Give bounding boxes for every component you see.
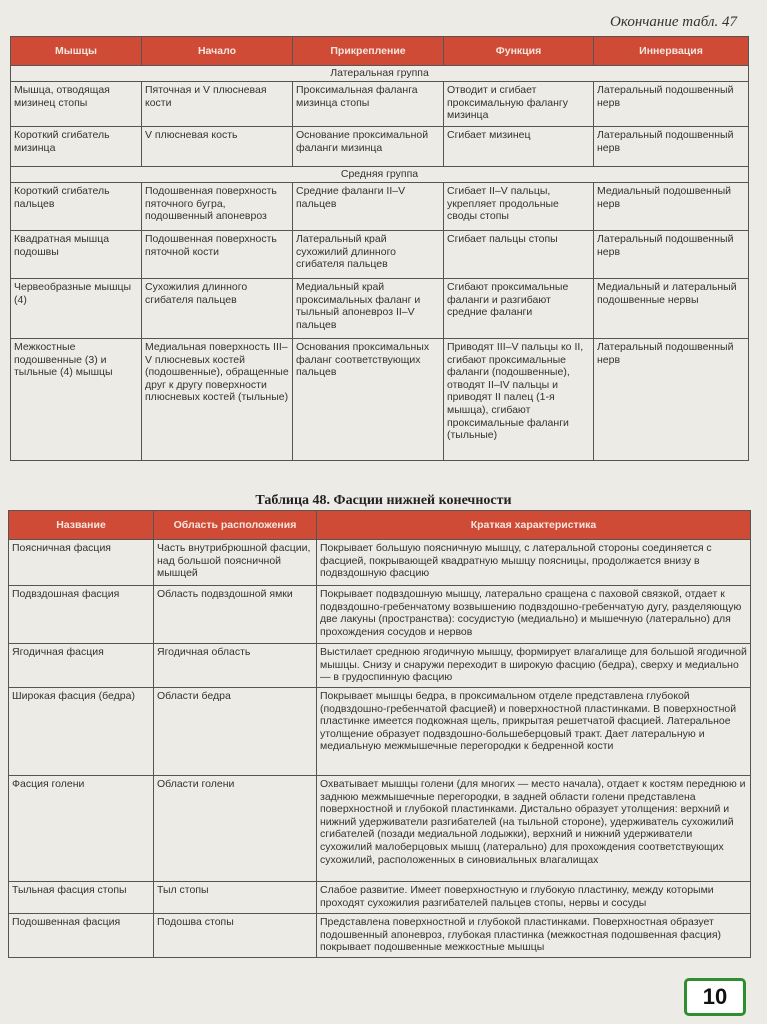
cell: Охватывает мышцы голени (для многих — место начала), отдает к костям переднюю и заднюю межмышечные перегородки, в задней области голени представлена поверхностной и глубокой пластинками. Дистально образует утолщения: верхний и нижний удерживатели разгибателей (на тыльной стороне), удерживатель сухожилий сгибателей (позади медиальной лодыжки), верхний и нижний удерживатели сухожилий малоберцовых мышц (латерально) для прохождения соответствующих сухожилий, расположенных в синовиальных влагалищах — [317, 776, 751, 882]
cell: Подвздошная фасция — [9, 586, 154, 644]
table-row — [11, 231, 749, 279]
cell: Медиальный и латеральный подошвенные нервы — [594, 279, 749, 339]
table-48 — [8, 510, 751, 958]
cell: Короткий сгибатель мизинца — [11, 127, 142, 167]
cell: Короткий сгибатель пальцев — [11, 183, 142, 231]
cell: Покрывает мышцы бедра, в проксимальном отделе представлена глубокой (подвздошно-гребенчатой фасцией) и поверхностной пластинками. В поверхностной пластинке имеется подкожная щель, прикрытая решетчатой фасцией. Латеральное утолщение образует подвздошно-большеберцовый тракт. Дает латеральную и медиальную межмышечные перегородки к бедренной кости — [317, 688, 751, 776]
cell: Квадратная мышца подошвы — [11, 231, 142, 279]
table-row — [11, 339, 749, 461]
table-48-title: Таблица 48. Фасции нижней конечности — [255, 493, 512, 508]
column-header: Иннервация — [594, 37, 749, 66]
cell: Сгибает пальцы стопы — [444, 231, 594, 279]
table-row — [11, 279, 749, 339]
cell: Латеральный край сухожилий длинного сгибателя пальцев — [293, 231, 444, 279]
cell: Межкостные подошвенные (3) и тыльные (4) мышцы — [11, 339, 142, 461]
group-row — [11, 167, 749, 183]
cell: Латеральный подошвенный нерв — [594, 127, 749, 167]
group-row — [11, 66, 749, 82]
cell: Латеральный подошвенный нерв — [594, 82, 749, 127]
column-header: Функция — [444, 37, 594, 66]
group-title: Латеральная группа — [11, 66, 749, 82]
group-title: Средняя группа — [11, 167, 749, 183]
continuation-caption: Окончание табл. 47 — [610, 14, 737, 30]
cell: Сухожилия длинного сгибателя пальцев — [142, 279, 293, 339]
table-48-header-row — [9, 511, 751, 540]
cell: Приводят III–V пальцы ко II, сгибают проксимальные фаланги (подошвенные), отводят II–IV пальцы и приводят II палец (1-я мышца), сгибают проксимальные фаланги (тыльные) — [444, 339, 594, 461]
cell: Фасция голени — [9, 776, 154, 882]
cell: Выстилает среднюю ягодичную мышцу, формирует влагалище для большой ягодичной мышцы. Снизу и снаружи переходит в широкую фасцию (бедра), сверху и медиально — в грудоспинную фасцию — [317, 644, 751, 688]
cell: Тыльная фасция стопы — [9, 882, 154, 914]
cell: Подошвенная фасция — [9, 914, 154, 958]
cell: Сгибают проксимальные фаланги и разгибают средние фаланги — [444, 279, 594, 339]
cell: Слабое развитие. Имеет поверхностную и глубокую пластинку, между которыми проходят сухожилия разгибателей пальцев стопы, нервы и сосуды — [317, 882, 751, 914]
table-row — [11, 127, 749, 167]
cell: Основание проксимальной фаланги мизинца — [293, 127, 444, 167]
column-header: Начало — [142, 37, 293, 66]
cell: Медиальный подошвенный нерв — [594, 183, 749, 231]
table-row — [9, 688, 751, 776]
column-header: Мышцы — [11, 37, 142, 66]
cell: Латеральный подошвенный нерв — [594, 339, 749, 461]
cell: Пяточная и V плюсневая кости — [142, 82, 293, 127]
cell: Средние фаланги II–V пальцев — [293, 183, 444, 231]
cell: V плюсневая кость — [142, 127, 293, 167]
cell: Подошва стопы — [154, 914, 317, 958]
column-header: Краткая характеристика — [317, 511, 751, 540]
column-header: Область расположения — [154, 511, 317, 540]
table-row — [9, 540, 751, 586]
table-row — [9, 776, 751, 882]
cell: Червеобразные мышцы (4) — [11, 279, 142, 339]
cell: Представлена поверхностной и глубокой пластинками. Поверхностная образует подошвенный апоневроз, глубокая пластинка (межкостная подошвенная фасция) покрывает подошвенные межкостные мышцы — [317, 914, 751, 958]
cell: Медиальный край проксимальных фаланг и тыльный апоневроз II–V пальцев — [293, 279, 444, 339]
cell: Области бедра — [154, 688, 317, 776]
table-row — [11, 183, 749, 231]
table-row — [9, 586, 751, 644]
cell: Покрывает подвздошную мышцу, латерально сращена с паховой связкой, отдает к подвздошно-гребенчатому возвышению подвздошно-гребенчатую дугу, разделяющую две лакуны (пространства): сосудистую (медиально) и мышечную (латерально) для прохождения сосудов и нервов — [317, 586, 751, 644]
cell: Подошвенная поверхность пяточной кости — [142, 231, 293, 279]
column-header: Прикрепление — [293, 37, 444, 66]
cell: Ягодичная область — [154, 644, 317, 688]
cell: Сгибает мизинец — [444, 127, 594, 167]
cell: Тыл стопы — [154, 882, 317, 914]
cell: Ягодичная фасция — [9, 644, 154, 688]
cell: Часть внутрибрюшной фасции, над большой поясничной мышцей — [154, 540, 317, 586]
table-row — [11, 82, 749, 127]
page-number-badge: 10 — [684, 978, 746, 1016]
cell: Отводит и сгибает проксимальную фалангу мизинца — [444, 82, 594, 127]
cell: Подошвенная поверхность пяточного бугра, подошвенный апоневроз — [142, 183, 293, 231]
cell: Покрывает большую поясничную мышцу, с латеральной стороны соединяется с фасцией, покрывающей квадратную мышцу поясницы, продолжается внизу в подвздошную фасцию — [317, 540, 751, 586]
cell: Основания проксимальных фаланг соответствующих пальцев — [293, 339, 444, 461]
table-row — [9, 882, 751, 914]
table-row — [9, 914, 751, 958]
table-row — [9, 644, 751, 688]
cell: Поясничная фасция — [9, 540, 154, 586]
column-header: Название — [9, 511, 154, 540]
table-47-header-row — [11, 37, 749, 66]
cell: Проксимальная фаланга мизинца стопы — [293, 82, 444, 127]
cell: Медиальная поверхность III–V плюсневых костей (подошвенные), обращенные друг к другу поверхности плюсневых костей (тыльные) — [142, 339, 293, 461]
cell: Латеральный подошвенный нерв — [594, 231, 749, 279]
cell: Области голени — [154, 776, 317, 882]
cell: Широкая фасция (бедра) — [9, 688, 154, 776]
cell: Мышца, отводящая мизинец стопы — [11, 82, 142, 127]
table-47 — [10, 36, 749, 461]
cell: Область подвздошной ямки — [154, 586, 317, 644]
cell: Сгибает II–V пальцы, укрепляет продольные своды стопы — [444, 183, 594, 231]
